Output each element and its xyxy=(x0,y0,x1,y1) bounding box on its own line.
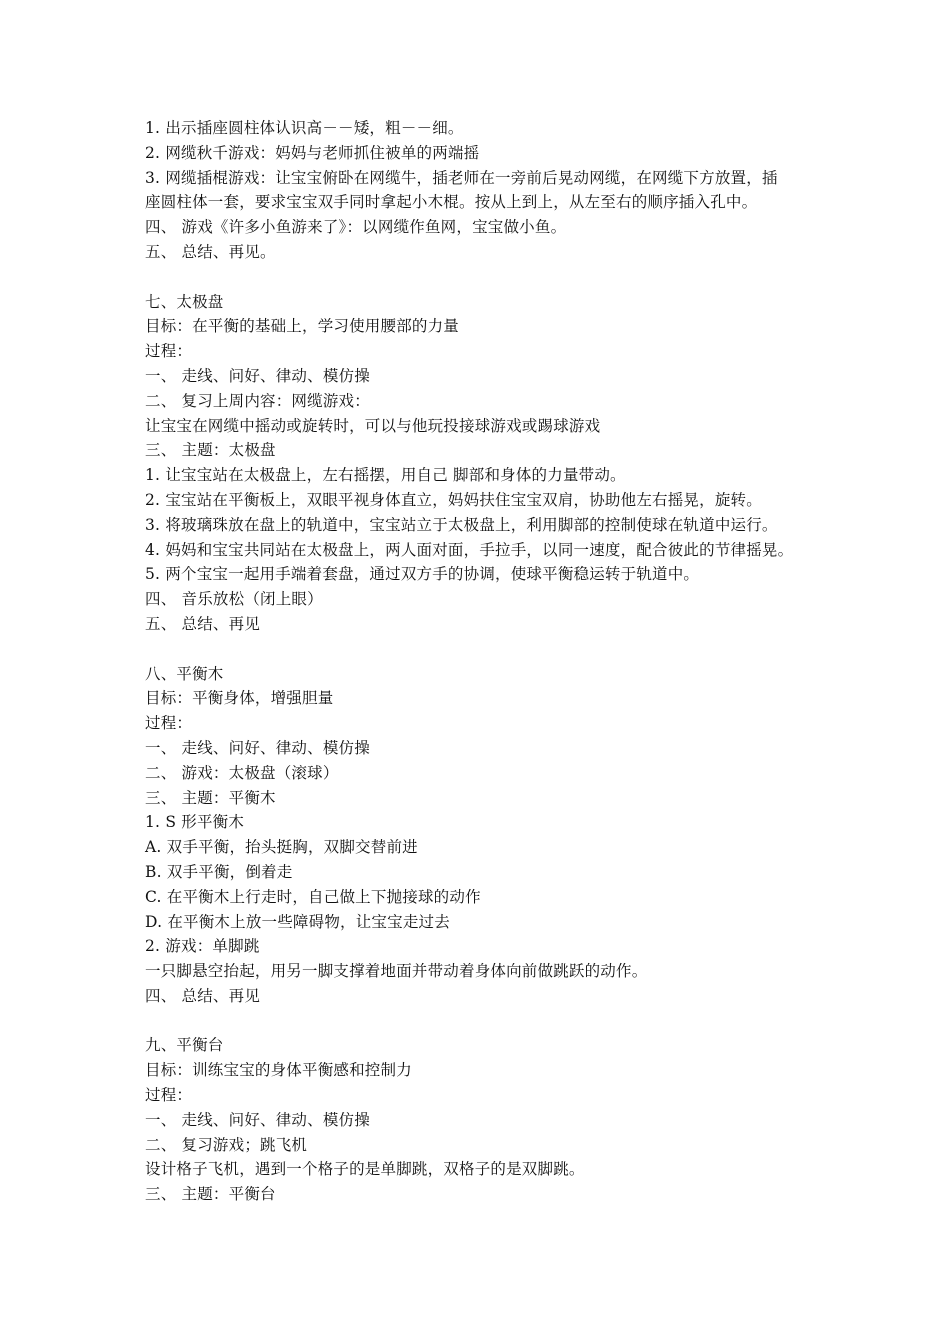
text-line: A. 双手平衡，抬头挺胸，双脚交替前进 xyxy=(145,838,418,857)
text-line: 2. 宝宝站在平衡板上，双眼平视身体直立，妈妈扶住宝宝双肩，协助他左右摇晃，旋转。 xyxy=(145,490,762,509)
text-line: 3. 将玻璃珠放在盘上的轨道中，宝宝站立于太极盘上，利用脚部的控制使球在轨道中运行。 xyxy=(145,515,778,534)
text-line: 三、 主题：太极盘 xyxy=(145,441,276,460)
text-line: 目标：平衡身体，增强胆量 xyxy=(145,689,334,708)
text-line: 目标：训练宝宝的身体平衡感和控制力 xyxy=(145,1061,412,1080)
text-line: 二、 复习上周内容：网缆游戏： xyxy=(145,391,370,410)
text-line: C. 在平衡木上行走时，自己做上下抛接球的动作 xyxy=(145,887,481,906)
paragraph-spacer xyxy=(145,265,810,290)
text-line: 过程： xyxy=(145,714,193,733)
text-line: 3. 网缆插棍游戏：让宝宝俯卧在网缆牛，插老师在一旁前后晃动网缆，在网缆下方放置，插 xyxy=(145,168,778,187)
text-line: 三、 主题：平衡台 xyxy=(145,1185,276,1204)
text-line: 一、 走线、问好、律动、模仿操 xyxy=(145,738,370,757)
text-line: 五、 总结、再见 xyxy=(145,614,261,633)
text-line: 二、 复习游戏；跳飞机 xyxy=(145,1135,308,1154)
text-line: 4. 妈妈和宝宝共同站在太极盘上，两人面对面，手拉手，以同一速度，配合彼此的节律摇晃。 xyxy=(145,540,794,559)
text-line: 1. 出示插座圆柱体认识高－－矮，粗－－细。 xyxy=(145,119,464,137)
text-line: B. 双手平衡，倒着走 xyxy=(145,862,293,881)
text-line: 过程： xyxy=(145,342,193,361)
text-line: 一、 走线、问好、律动、模仿操 xyxy=(145,366,370,385)
text-line: 过程： xyxy=(145,1086,193,1105)
text-line: 四、 游戏《许多小鱼游来了》：以网缆作鱼网，宝宝做小鱼。 xyxy=(145,218,567,237)
text-line: 5. 两个宝宝一起用手端着套盘，通过双方手的协调，使球平衡稳运转于轨道中。 xyxy=(145,565,700,584)
text-line: 1. 让宝宝站在太极盘上，左右摇摆，用自己 脚部和身体的力量带动。 xyxy=(145,466,626,485)
paragraph-spacer xyxy=(145,1009,810,1034)
text-line: 1. S 形平衡木 xyxy=(145,813,245,832)
text-line: 座圆柱体一套，要求宝宝双手同时拿起小木棍。按从上到上，从左至右的顺序插入孔中。 xyxy=(145,193,758,212)
text-line: 2. 网缆秋千游戏：妈妈与老师抓住被单的两端摇 xyxy=(145,143,480,162)
text-line: 四、 总结、再见 xyxy=(145,986,261,1005)
text-line: 三、 主题：平衡木 xyxy=(145,788,276,807)
text-line: 2. 游戏：单脚跳 xyxy=(145,937,260,956)
text-line: D. 在平衡木上放一些障碍物，让宝宝走过去 xyxy=(145,912,450,931)
section-heading: 八、平衡木 xyxy=(145,664,224,683)
text-line: 设计格子飞机，遇到一个格子的是单脚跳，双格子的是双脚跳。 xyxy=(145,1160,585,1179)
text-line: 四、 音乐放松（闭上眼） xyxy=(145,590,323,609)
text-line: 一只脚悬空抬起，用另一脚支撑着地面并带动着身体向前做跳跃的动作。 xyxy=(145,962,648,981)
section-heading: 七、太极盘 xyxy=(145,292,224,311)
text-line: 一、 走线、问好、律动、模仿操 xyxy=(145,1110,370,1129)
document-body xyxy=(145,116,810,1207)
section-heading: 九、平衡台 xyxy=(145,1036,224,1055)
text-line: 五、 总结、再见。 xyxy=(145,242,276,261)
text-line: 让宝宝在网缆中摇动或旋转时，可以与他玩投接球游戏或踢球游戏 xyxy=(145,416,601,435)
text-line: 目标：在平衡的基础上，学习使用腰部的力量 xyxy=(145,317,460,336)
paragraph-spacer xyxy=(145,637,810,662)
text-line: 二、 游戏：太极盘（滚球） xyxy=(145,763,339,782)
